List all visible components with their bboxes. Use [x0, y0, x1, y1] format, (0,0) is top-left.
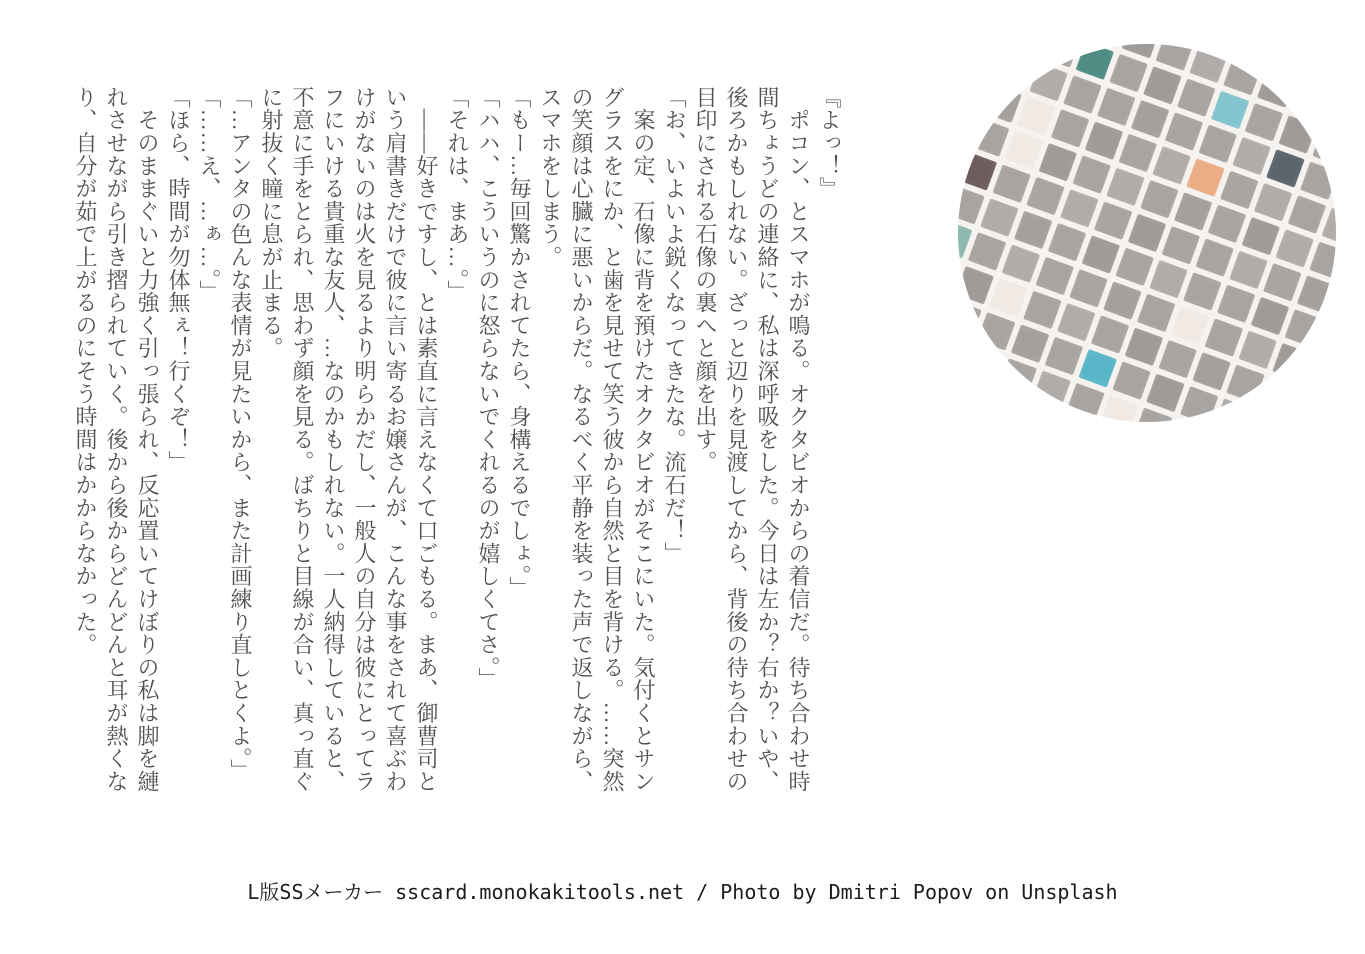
mosaic-tile	[1245, 103, 1283, 141]
mosaic-tile	[958, 186, 985, 224]
mosaic-tile	[1029, 63, 1067, 101]
mosaic-tile	[989, 278, 1027, 316]
mosaic-tile	[1051, 109, 1089, 147]
mosaic-tile	[1288, 195, 1326, 233]
mosaic-tile	[968, 232, 1006, 270]
mosaic-tile	[1238, 331, 1276, 369]
mosaic-tile	[992, 165, 1030, 203]
mosaic-tile	[1023, 291, 1061, 329]
mosaic-tile	[959, 152, 997, 190]
mosaic-tile	[1063, 75, 1101, 113]
mosaic-tile	[1115, 248, 1153, 286]
mosaic-tile	[1128, 214, 1166, 252]
mosaic-tile	[1035, 257, 1073, 295]
mosaic-tile	[1100, 395, 1138, 422]
mosaic-tile	[1263, 263, 1301, 301]
mosaic-photo	[958, 44, 1336, 422]
mosaic-tile	[1303, 48, 1336, 86]
story-paragraph: 「…アンタの色んな表情が見たいから、また計画練り直しとくよ。」	[228, 86, 253, 782]
mosaic-tile	[1085, 121, 1123, 159]
mosaic-tile	[977, 312, 1015, 350]
mosaic-grid	[958, 44, 1336, 422]
mosaic-tile	[1180, 386, 1218, 422]
mosaic-tile	[965, 346, 1003, 384]
story-paragraph: ポコン、とスマホが鳴る。オクタビオからの着信だ。待ち合わせ時間ちょうどの連絡に、私は深呼吸をした。今日は左か？右か？いや、後ろかもしれない。ざっと辺りを見渡してから、背後の待ち合わせの目印にされる石像の裏へと顔を出す。	[693, 86, 811, 793]
story-paragraph: 「それは、まあ…。」	[445, 86, 470, 303]
mosaic-tile	[962, 44, 1000, 77]
mosaic-tile	[980, 198, 1018, 236]
mosaic-tile	[1112, 361, 1150, 399]
mosaic-tile	[1079, 349, 1117, 387]
mosaic-tile	[1156, 44, 1194, 71]
mosaic-tile	[996, 51, 1034, 89]
mosaic-tile	[1143, 66, 1181, 104]
mosaic-tile	[1017, 97, 1055, 135]
mosaic-tile	[1275, 229, 1313, 267]
mosaic-tile	[958, 380, 991, 418]
mosaic-tile	[1032, 371, 1070, 409]
mosaic-tile	[1214, 398, 1252, 422]
mosaic-tile	[958, 266, 994, 304]
mosaic-tile	[1158, 340, 1196, 378]
mosaic-tile	[1294, 389, 1332, 422]
mosaic-tile	[1254, 183, 1292, 221]
mosaic-tile	[1045, 337, 1083, 375]
mosaic-tile	[1195, 238, 1233, 276]
mosaic-tile	[1149, 260, 1187, 298]
footer-credit: L版SSメーカー sscard.monokakitools.net / Photo by Dmitri Popov on Unsplash	[247, 880, 1118, 904]
mosaic-tile	[1002, 244, 1040, 282]
story-paragraph: 『よっ！』	[817, 86, 842, 200]
mosaic-tile	[1306, 355, 1336, 393]
mosaic-tile	[1266, 149, 1304, 187]
mosaic-tile	[1162, 226, 1200, 264]
mosaic-tile	[1208, 205, 1246, 243]
story-text	[70, 86, 845, 794]
mosaic-tile	[1223, 57, 1261, 95]
mosaic-tile	[1134, 408, 1172, 422]
mosaic-tile	[1048, 223, 1086, 261]
mosaic-tile	[1069, 269, 1107, 307]
mosaic-tile	[1229, 251, 1267, 289]
mosaic-tile	[1042, 44, 1080, 68]
mosaic-tile	[1125, 328, 1163, 366]
mosaic-tile	[1094, 201, 1132, 239]
mosaic-tile	[958, 300, 982, 338]
mosaic-tile	[1199, 125, 1237, 163]
mosaic-tile	[1057, 303, 1095, 341]
mosaic-tile	[1272, 343, 1310, 381]
mosaic-tile	[983, 85, 1021, 123]
mosaic-tile	[1211, 91, 1249, 129]
mosaic-tile	[1242, 217, 1280, 255]
mosaic-tile	[1183, 272, 1221, 310]
mosaic-tile	[1131, 100, 1169, 138]
story-paragraph: 案の定、石像に背を預けたオクタビオがそこにいた。気付くとサングラスをにか、と歯を見せて笑う彼から自然と目を背ける。……突然の笑顔は心臓に悪いからだ。なるべく平静を装った声で返しながら、スマホをしまう。	[538, 86, 656, 793]
mosaic-tile	[1011, 324, 1049, 362]
mosaic-tile	[1137, 294, 1175, 332]
mosaic-tile	[1220, 171, 1258, 209]
mosaic-tile	[1091, 315, 1129, 353]
mosaic-tile	[1226, 365, 1264, 403]
mosaic-tile	[1005, 131, 1043, 169]
mosaic-tile	[1309, 242, 1336, 280]
mosaic-tile	[1318, 321, 1336, 359]
mosaic-tile	[1186, 158, 1224, 196]
story-paragraph: 「ハハ、こういうのに怒らないでくれるのが嬉しくてさ。」	[476, 86, 501, 691]
mosaic-tile	[1109, 54, 1147, 92]
story-paragraph: ――好きですし、とは素直に言えなくて口ごもる。まあ、御曹司という肩書きだけで彼に言い寄るお嬢さんが、こんな事をされて喜ぶわけがないのは火を見るより明らかだし、一般人の自分は彼にとってラフにいける貴重な友人、…なのかもしれない。一人納得していると、不意に手をとられ、思わず顔を見る。ばちりと目線が合い、真っ直ぐに射抜く瞳に息が止まる。	[259, 86, 439, 793]
mosaic-tile	[1312, 128, 1336, 166]
mosaic-tile	[1146, 374, 1184, 412]
story-paragraph: 「ほら、時間が勿体無ぇ！行くぞ！」	[166, 86, 191, 474]
mosaic-tile	[1152, 146, 1190, 184]
mosaic-tile	[1291, 82, 1329, 120]
mosaic-tile	[1060, 189, 1098, 227]
mosaic-tile	[1279, 115, 1317, 153]
mosaic-tile	[1257, 69, 1295, 107]
story-paragraph: 「……え、…ぁ…。」	[197, 86, 222, 303]
mosaic-tile	[1205, 318, 1243, 356]
mosaic-tile	[1269, 44, 1307, 74]
mosaic-tile	[1097, 88, 1135, 126]
mosaic-tile	[1174, 192, 1212, 230]
mosaic-tile	[1066, 383, 1104, 421]
mosaic-tile	[1140, 180, 1178, 218]
mosaic-tile	[1251, 297, 1289, 335]
mosaic-tile	[1014, 211, 1052, 249]
mosaic-tile	[1020, 404, 1058, 422]
mosaic-tile	[1232, 137, 1270, 175]
mosaic-tile	[999, 358, 1037, 396]
mosaic-tile	[986, 392, 1024, 422]
mosaic-tile	[1026, 177, 1064, 215]
mosaic-tile	[1106, 168, 1144, 206]
mosaic-tile	[1082, 235, 1120, 273]
mosaic-tile	[1285, 309, 1323, 347]
story-paragraph: そのままぐいと力強く引っ張られ、反応置いてけぼりの私は脚を縺れさせながら引き摺られていく。後から後からどんどんと耳が熱くなり、自分が茹で上がるのにそう時間はかからなかった。	[73, 86, 160, 793]
mosaic-tile	[1192, 352, 1230, 390]
mosaic-tile	[1072, 155, 1110, 193]
story-paragraph: 「お、いよいよ鋭くなってきたな。流石だ！」	[662, 86, 687, 565]
mosaic-tile	[1119, 134, 1157, 172]
mosaic-tile	[958, 72, 988, 110]
mosaic-tile	[971, 118, 1009, 156]
mosaic-tile	[1322, 208, 1336, 246]
mosaic-tile	[1260, 377, 1298, 415]
story-paragraph: 「もー…毎回驚かされてたら、身構えるでしょ。」	[507, 86, 532, 600]
mosaic-tile	[1189, 45, 1227, 83]
mosaic-tile	[1300, 162, 1336, 200]
mosaic-tile	[1171, 306, 1209, 344]
mosaic-tile	[1177, 78, 1215, 116]
mosaic-tile	[1297, 275, 1335, 313]
mosaic-tile	[1076, 44, 1114, 80]
mosaic-tile	[1165, 112, 1203, 150]
mosaic-tile	[1039, 143, 1077, 181]
mosaic-tile	[1103, 281, 1141, 319]
mosaic-tile	[1217, 285, 1255, 323]
